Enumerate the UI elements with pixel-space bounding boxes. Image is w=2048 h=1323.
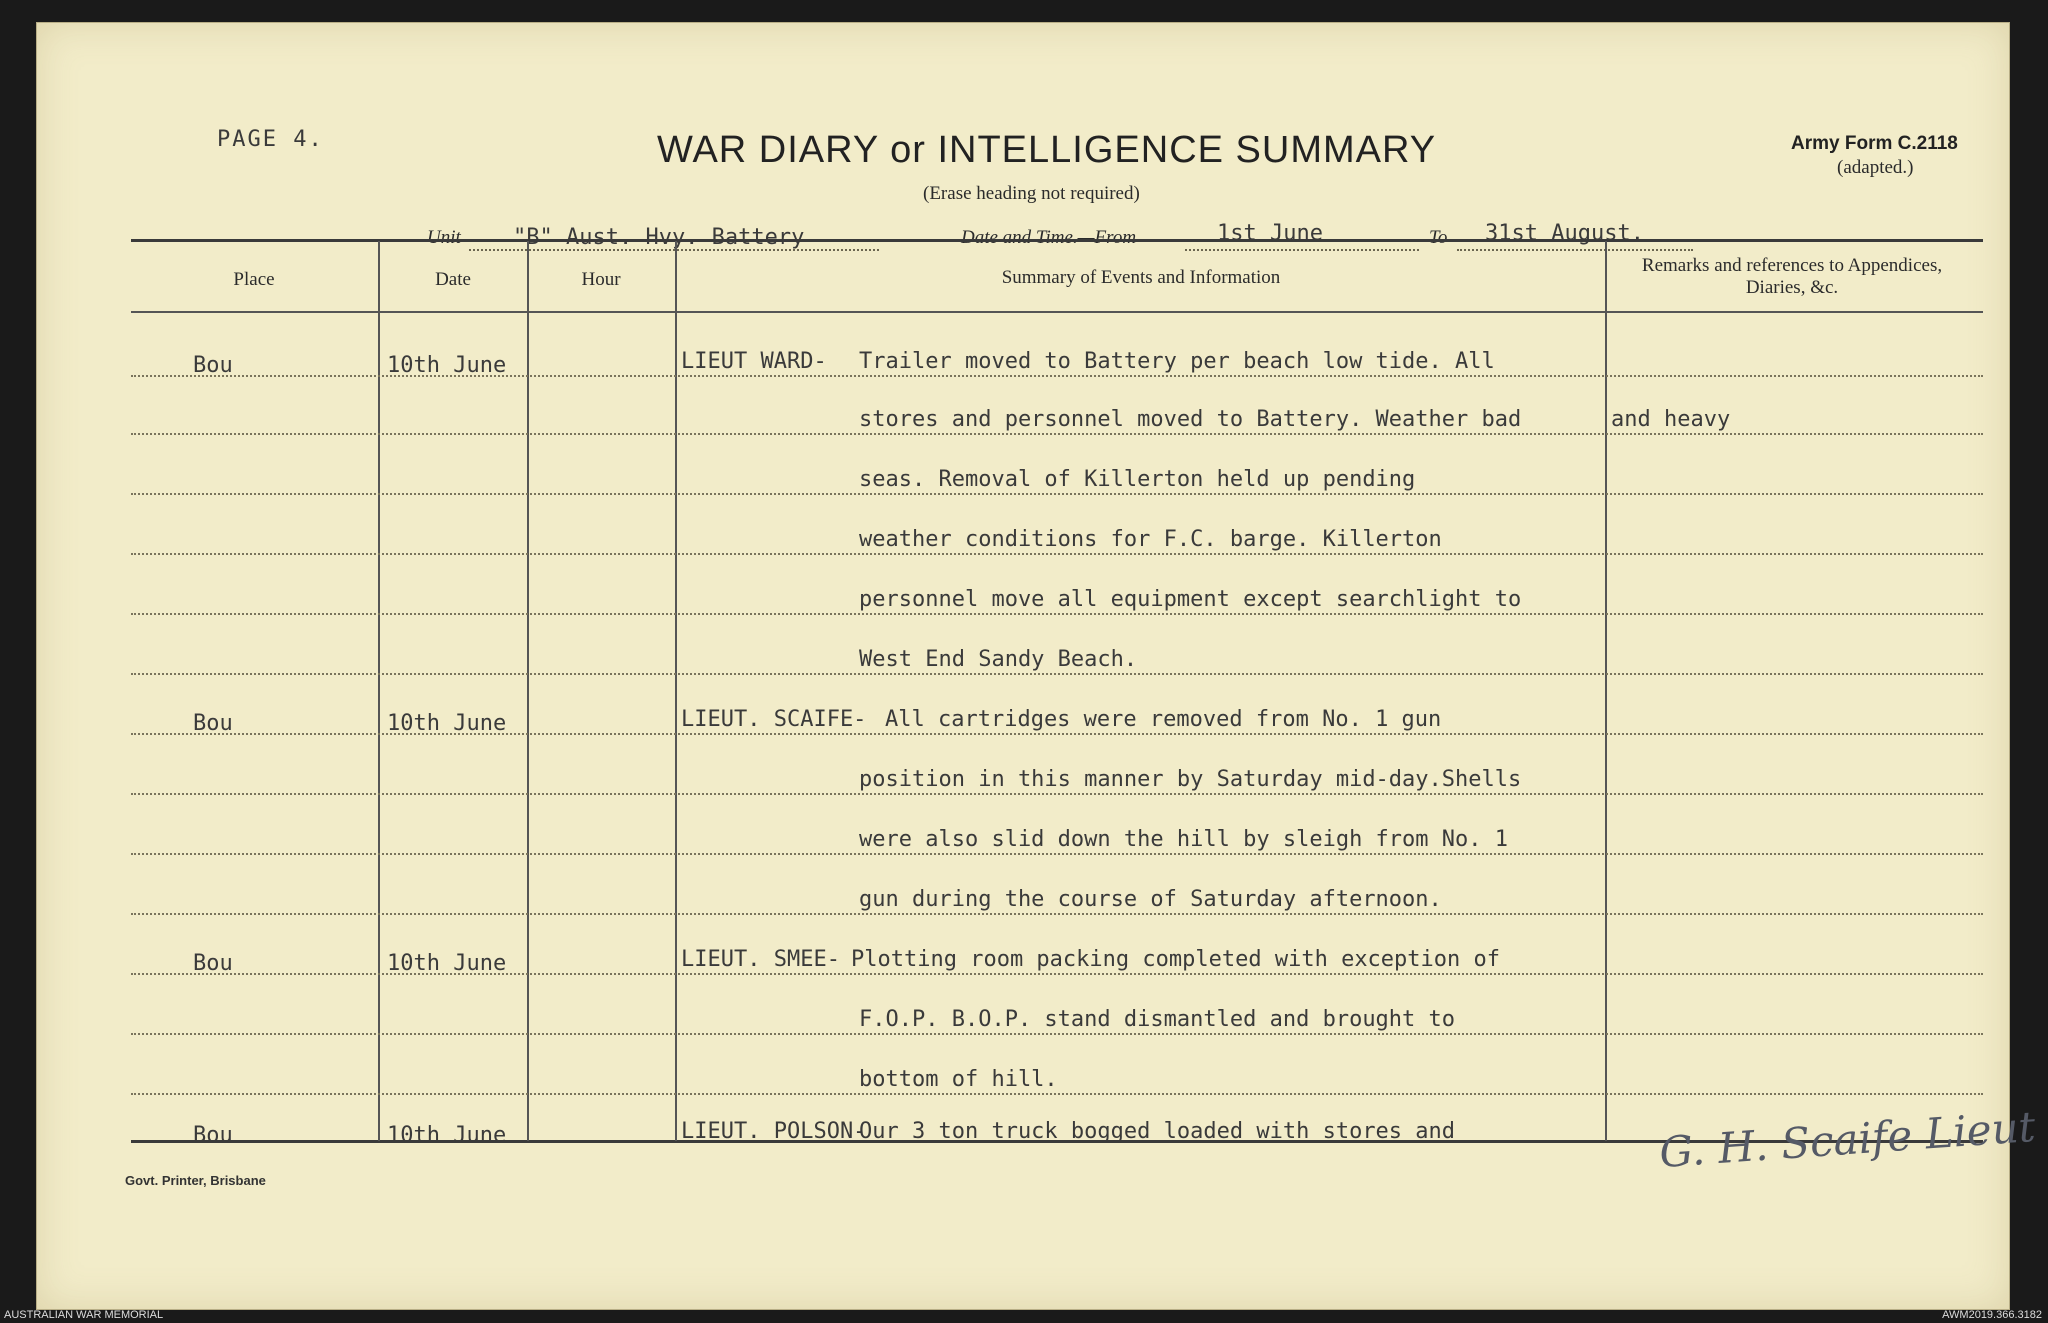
summary-line: position in this manner by Saturday mid-day.Shells — [859, 767, 1522, 792]
row-rule — [131, 673, 1983, 675]
summary-line: bottom of hill. — [859, 1067, 1058, 1092]
column-header-remarks: Remarks and references to Appendices, Diaries, &c. — [1641, 255, 1943, 298]
entry-officer: LIEUT. SMEE- — [681, 947, 840, 972]
diary-sheet — [36, 22, 2037, 1310]
summary-line: F.O.P. B.O.P. stand dismantled and brought to — [859, 1007, 1456, 1032]
from-dotted-line — [1185, 249, 1419, 251]
row-rule — [131, 853, 1983, 855]
row-rule — [131, 553, 1983, 555]
unit-label: Unit — [427, 227, 461, 248]
entry-date: 10th June — [387, 1123, 507, 1148]
table-top-rule — [131, 239, 1983, 242]
row-rule — [131, 1033, 1983, 1035]
erase-note: (Erase heading not required) — [923, 183, 1140, 204]
to-value: 31st August. — [1485, 221, 1644, 246]
summary-line: West End Sandy Beach. — [859, 647, 1138, 672]
handwritten-signature: G. H. Scaife Lieut — [1657, 1101, 2037, 1178]
printer-imprint: Govt. Printer, Brisbane — [125, 1173, 266, 1188]
entry-first-line: Plotting room packing completed with exception of — [851, 947, 1501, 972]
column-header-hour: Hour — [581, 269, 621, 290]
entry-place: Bou — [193, 353, 233, 378]
summary-line: weather conditions for F.C. barge. Killerton — [859, 527, 1442, 552]
entry-place: Bou — [193, 951, 233, 976]
entry-officer: LIEUT. POLSON- — [681, 1119, 867, 1144]
entry-date: 10th June — [387, 353, 507, 378]
column-header-summary: Summary of Events and Information — [1001, 267, 1281, 288]
entry-first-line: Trailer moved to Battery per beach low tide. All — [859, 349, 1495, 374]
archive-reference: AWM2019.366.3182 — [1942, 1309, 2042, 1321]
column-header-date: Date — [435, 269, 471, 290]
date-from-label: Date and Time.—From — [961, 227, 1137, 248]
entry-officer: LIEUT. SCAIFE- — [681, 707, 867, 732]
entry-first-line: All cartridges were removed from No. 1 gun — [885, 707, 1442, 732]
entry-date: 10th June — [387, 711, 507, 736]
unit-value: "B" Aust. Hvy. Battery — [513, 225, 805, 250]
to-dotted-line — [1457, 249, 1693, 251]
row-rule — [131, 913, 1983, 915]
row-rule — [131, 793, 1983, 795]
remarks-overflow: and heavy — [1611, 407, 1731, 432]
column-header-place: Place — [233, 269, 275, 290]
summary-line: gun during the course of Saturday afternoon. — [859, 887, 1442, 912]
entry-date: 10th June — [387, 951, 507, 976]
archive-credit: AUSTRALIAN WAR MEMORIAL — [4, 1309, 164, 1321]
row-rule — [131, 433, 1983, 435]
army-form-label: Army Form C.2118 — [1791, 133, 1958, 154]
summary-line: were also slid down the hill by sleigh from No. 1 — [859, 827, 1509, 852]
entry-first-line: Our 3 ton truck bogged loaded with stores and — [859, 1119, 1456, 1144]
summary-line: stores and personnel moved to Battery. Weather bad — [859, 407, 1522, 432]
summary-line: seas. Removal of Killerton held up pending — [859, 467, 1416, 492]
summary-line: personnel move all equipment except searchlight to — [859, 587, 1522, 612]
row-rule — [131, 613, 1983, 615]
page-title: WAR DIARY or INTELLIGENCE SUMMARY — [657, 129, 1437, 171]
to-label: To — [1429, 227, 1448, 248]
entry-place: Bou — [193, 711, 233, 736]
entry-officer: LIEUT WARD- — [681, 349, 827, 374]
adapted-label: (adapted.) — [1837, 157, 1914, 178]
page-label: PAGE 4. — [217, 127, 324, 152]
header-bottom-rule — [131, 311, 1983, 313]
row-rule — [131, 1093, 1983, 1095]
from-value: 1st June — [1217, 221, 1323, 246]
row-rule — [131, 493, 1983, 495]
entry-place: Bou — [193, 1123, 233, 1148]
